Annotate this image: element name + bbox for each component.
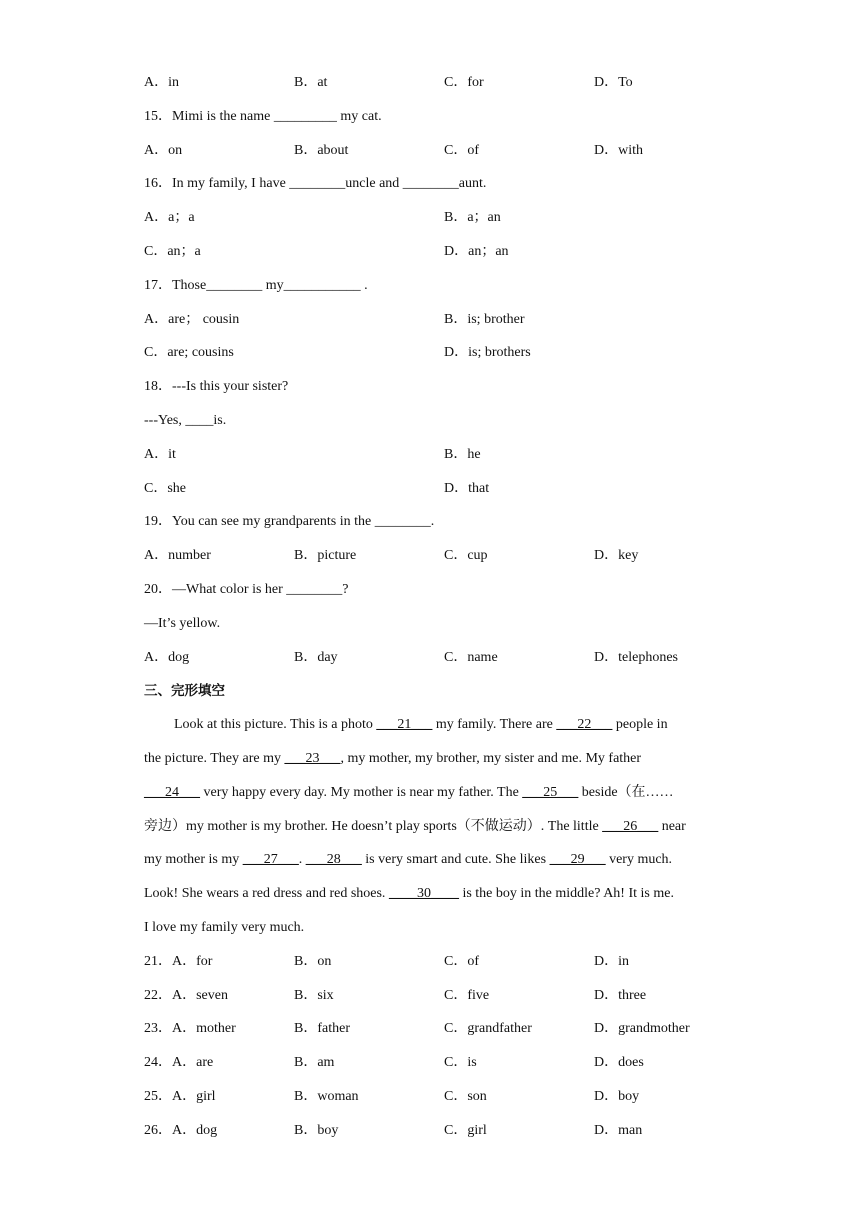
blank-26: ___26___	[602, 819, 659, 834]
q25-option-b: B．woman	[294, 1089, 359, 1104]
q25-option-d: D．boy	[594, 1089, 640, 1104]
q24-option-a: 24．A．are	[144, 1055, 214, 1070]
q14-option-c: C．for	[444, 75, 484, 90]
q18-option-b: B．he	[444, 447, 481, 462]
q18-option-a: A．it	[144, 447, 176, 462]
q19-option-b: B．picture	[294, 548, 357, 563]
q15-option-b: B．about	[294, 143, 349, 158]
passage-text: people in	[612, 717, 668, 732]
q18-option-d: D．that	[444, 481, 490, 496]
passage-text: beside（在……	[578, 785, 674, 800]
q16-option-d: D．an；an	[444, 244, 509, 259]
q23-option-c: C．grandfather	[444, 1021, 532, 1036]
q16-option-a: A．a；a	[144, 210, 195, 225]
q22-option-c: C．five	[444, 988, 490, 1003]
q15-stem: 15．Mimi is the name _________ my cat.	[144, 109, 382, 124]
section-title-cloze: 三、完形填空	[144, 683, 225, 699]
q24-option-c: C．is	[444, 1055, 477, 1070]
q22-option-d: D．three	[594, 988, 647, 1003]
q20-option-b: B．day	[294, 650, 338, 665]
passage-line-2	[144, 750, 724, 768]
blank-22: ___22___	[556, 717, 613, 732]
q18-option-c: C．she	[144, 481, 186, 496]
q14-option-d: D．To	[594, 75, 633, 90]
blank-21: ___21___	[376, 717, 433, 732]
passage-text: very much.	[605, 852, 673, 867]
q20-stem-reply: —It’s yellow.	[144, 616, 221, 631]
q19-option-c: C．cup	[444, 548, 488, 563]
passage-text: , my mother, my brother, my sister and me. My father	[340, 751, 642, 766]
q15-option-c: C．of	[444, 143, 479, 158]
passage-text: my family. There are	[432, 717, 557, 732]
q17-option-d: D．is; brothers	[444, 345, 531, 360]
q20-stem: 20．—What color is her ________?	[144, 582, 349, 597]
q18-stem-reply: ---Yes, ____is.	[144, 413, 227, 428]
passage-text: near	[658, 819, 686, 834]
q15-option-d: D．with	[594, 143, 643, 158]
passage-text: 旁边）my mother is my brother. He doesn’t play sports（不做运动）. The little	[144, 819, 603, 834]
passage-line-6	[144, 885, 724, 903]
q23-option-a: 23．A．mother	[144, 1021, 236, 1036]
blank-28: ___28___	[305, 852, 362, 867]
passage-line-5	[144, 851, 724, 869]
passage-line-7: I love my family very much.	[144, 920, 305, 935]
q17-stem: 17．Those________ my___________ .	[144, 278, 368, 293]
passage-text: the picture. They are my	[144, 751, 285, 766]
passage-text: my mother is my	[144, 852, 243, 867]
q17-option-b: B．is; brother	[444, 312, 525, 327]
passage-line-4	[144, 818, 724, 836]
blank-23: ___23___	[284, 751, 341, 766]
passage-text: Look at this picture. This is a photo	[174, 717, 377, 732]
passage-line-3	[144, 784, 724, 802]
q25-option-c: C．son	[444, 1089, 487, 1104]
q17-option-a: A．are； cousin	[144, 312, 240, 327]
blank-25: ___25___	[522, 785, 579, 800]
q17-option-c: C．are; cousins	[144, 345, 234, 360]
q21-option-a: 21．A．for	[144, 954, 213, 969]
passage-line-1	[174, 716, 754, 734]
q18-stem: 18．---Is this your sister?	[144, 379, 289, 394]
q14-option-a: A．in	[144, 75, 179, 90]
q19-option-a: A．number	[144, 548, 211, 563]
q24-option-d: D．does	[594, 1055, 644, 1070]
q25-option-a: 25．A．girl	[144, 1089, 216, 1104]
q19-stem: 19．You can see my grandparents in the ________.	[144, 514, 435, 529]
q22-option-b: B．six	[294, 988, 334, 1003]
blank-29: ___29___	[549, 852, 606, 867]
q26-option-c: C．girl	[444, 1123, 487, 1138]
q22-option-a: 22．A．seven	[144, 988, 228, 1003]
q16-option-c: C．an；a	[144, 244, 201, 259]
blank-30: ____30____	[388, 886, 459, 901]
passage-text: very happy every day. My mother is near my father. The	[200, 785, 523, 800]
q26-option-d: D．man	[594, 1123, 643, 1138]
passage-text: is very smart and cute. She likes	[361, 852, 550, 867]
q16-stem: 16．In my family, I have ________uncle and ________aunt.	[144, 176, 487, 191]
q21-option-c: C．of	[444, 954, 479, 969]
q23-option-b: B．father	[294, 1021, 350, 1036]
q23-option-d: D．grandmother	[594, 1021, 690, 1036]
passage-text: .	[298, 852, 306, 867]
q21-option-b: B．on	[294, 954, 332, 969]
q16-option-b: B．a；an	[444, 210, 501, 225]
blank-27: ___27___	[242, 852, 299, 867]
q15-option-a: A．on	[144, 143, 183, 158]
q20-option-a: A．dog	[144, 650, 190, 665]
blank-24: ___24___	[144, 785, 200, 800]
passage-text: Look! She wears a red dress and red shoes.	[144, 886, 389, 901]
q21-option-d: D．in	[594, 954, 629, 969]
q26-option-a: 26．A．dog	[144, 1123, 218, 1138]
q20-option-c: C．name	[444, 650, 498, 665]
passage-text: is the boy in the middle? Ah! It is me.	[458, 886, 674, 901]
q24-option-b: B．am	[294, 1055, 335, 1070]
q14-option-b: B．at	[294, 75, 328, 90]
q20-option-d: D．telephones	[594, 650, 678, 665]
q19-option-d: D．key	[594, 548, 639, 563]
q26-option-b: B．boy	[294, 1123, 339, 1138]
